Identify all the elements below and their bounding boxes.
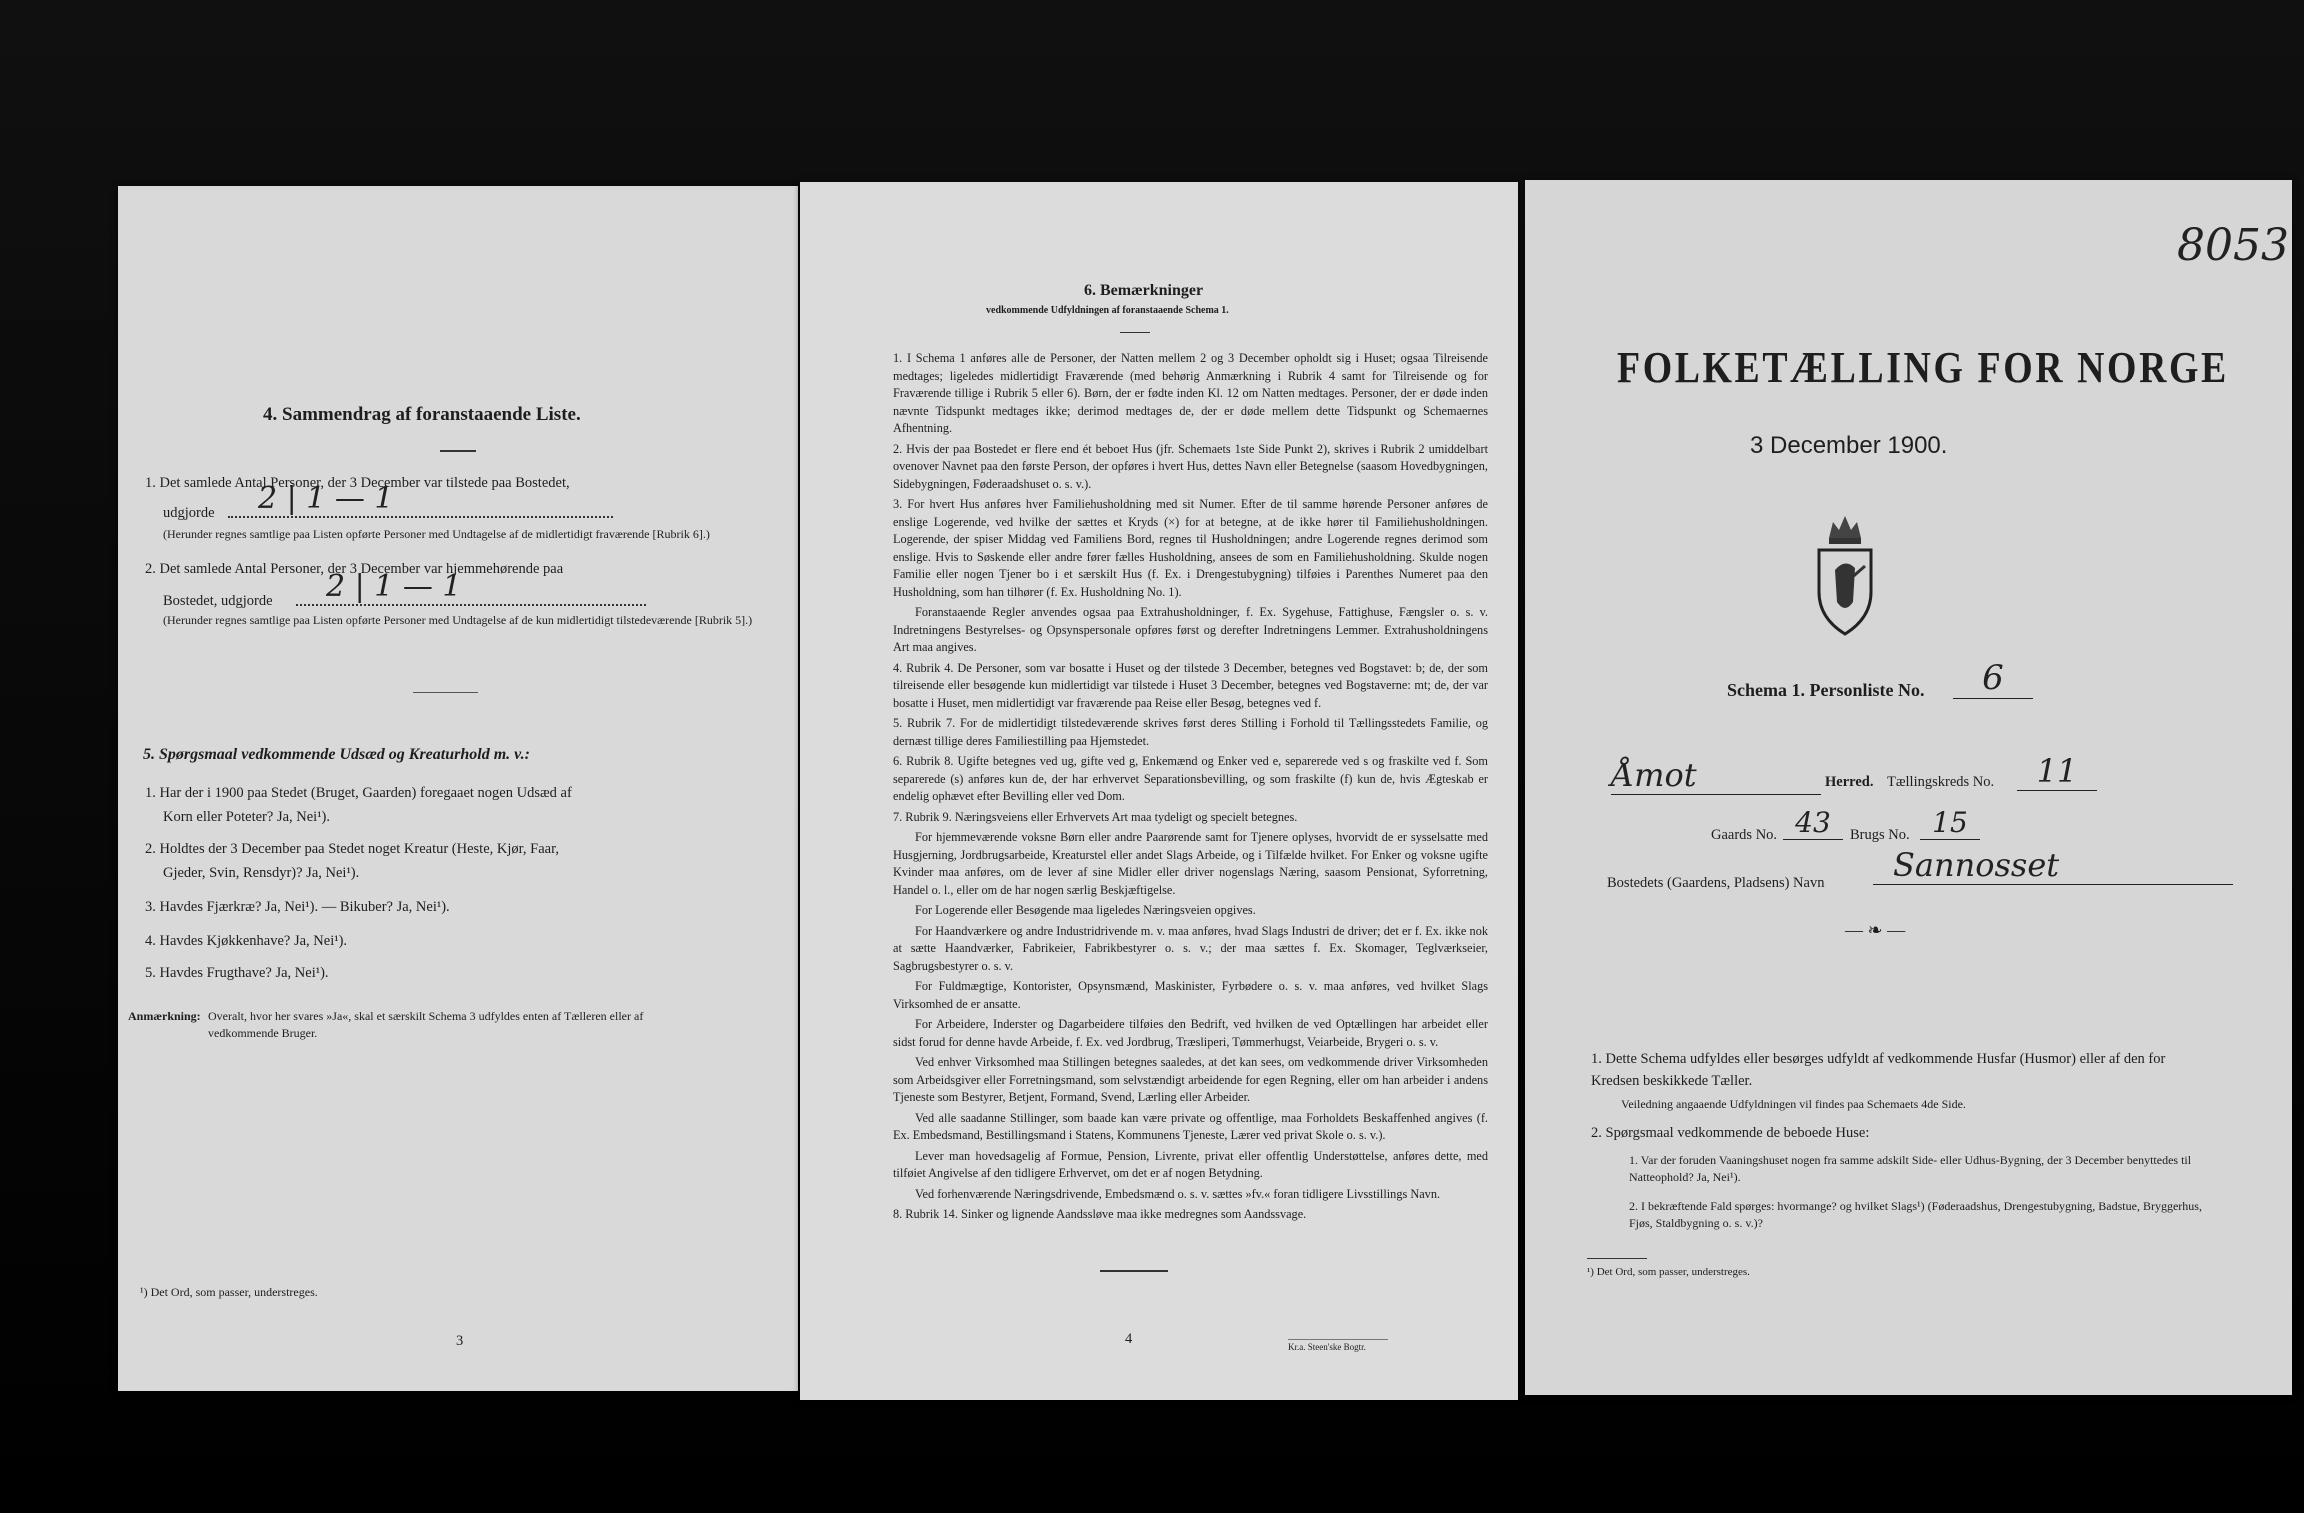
divider (1120, 332, 1150, 333)
remark-item: 8. Rubrik 14. Sinker og lignende Aandssløve maa ikke medregnes som Aandssvage. (893, 1207, 1307, 1221)
remark-item: 2. Hvis der paa Bostedet er flere end ét beboet Hus (jfr. Schemaets 1ste Side Punkt 2), skrives i Rubrik 2 umiddelbart ovenover Navnet paa den første Person, der opføres i hvert Hus, dettes Navn eller Betegnelse (saasom Hovedbygningen, Sidebygningen, Føderaadshuset o. s. v.). (893, 441, 1488, 491)
remark-item: Ved alle saadanne Stillinger, som baade kan være private og offentlige, maa Forholdets Beskaffenhed angives (f. Ex. Embedsmand, Bestillingsmand i Statens, Kommunens Tjeneste, Lærer ved privat Skole o. s. v.). (893, 1110, 1488, 1142)
q1-line-b: udgjorde (163, 505, 215, 521)
remark-label: Anmærkning: (128, 1009, 201, 1023)
remarks-list (893, 350, 1488, 1227)
divider (1288, 1339, 1388, 1340)
remarks-subtitle: vedkommende Udfyldningen af foranstaaende Schema 1. (986, 305, 1229, 316)
s5-q1-a: 1. Har der i 1900 paa Stedet (Bruget, Gaarden) foregaaet nogen Udsæd af (145, 785, 572, 801)
remark-item: 7. Rubrik 9. Næringsveiens eller Erhvervets Art maa tydeligt og specielt betegnes. (893, 809, 1298, 824)
remark-item: Lever man hovedsagelig af Formue, Pension, Livrente, privat eller offentlig Understøttelse, anføres dette, med tilføiet Angivelse af den tidligere Erhvervet, om det er af nogen Betydning. (893, 1148, 1488, 1180)
remark-item: For Haandværkere og andre Industridrivende m. v. maa anføres, hvad Slags Industri de driver; det er f. Ex. ikke nok at sætte Haandværker, Fabrikeier, Fabrikbestyrer o. s. v.; der maa sættes f. Ex. Skomager, Teglværkseier, Sagbrugsbestyrer o. s. v. (893, 923, 1488, 973)
bosted-name: Sannosset (1873, 846, 2233, 885)
instruction-1: 1. Dette Schema udfyldes eller besørges udfyldt af vedkommende Husfar (Husmor) eller af den for Kredsen beskikkede Tæller. (1591, 1051, 2166, 1089)
instruction-2-1: 1. Var der foruden Vaaningshuset nogen fra samme adskilt Side- eller Udhus-Bygning, der 3 December benyttedes til Natteophold? Ja, Nei¹). (1629, 1153, 2192, 1184)
remark-item: 6. Rubrik 8. Ugifte betegnes ved ug, gifte ved g, Enkemænd og Enker ved e, separerede ved s og fraskilte ved f. Som separerede (s) anføres kun de, der har erhvervet Separationsbevilling, og som fraskilte (f) kun de, hvis Ægteskab er endelig ophævet efter Bevilling eller ved Dom. (893, 754, 1488, 803)
kreds-number: 11 (2017, 752, 2097, 791)
remark-item: Foranstaaende Regler anvendes ogsaa paa Extrahusholdninger, f. Ex. Sygehuse, Fattighuse, Fængsler o. s. v. Indretningens Bestyrelses- og Opsynspersonale opføres først og derefter Indretningens Lemmer. Extrahusholdningens Art maa angives. (893, 605, 1488, 654)
page-3 (118, 186, 798, 1391)
personliste-number: 6 (1953, 658, 2033, 699)
remark-text: Overalt, hvor her svares »Ja«, skal et særskilt Schema 3 udfyldes enten af Tælleren eller af vedkommende Bruger. (208, 1009, 644, 1040)
cover-page (1525, 180, 2292, 1395)
remark-item: For Fuldmægtige, Kontorister, Opsynsmænd, Maskinister, Fyrbødere o. s. v. maa anføres, ved hvilket Slags Virksomhed de er ansatte. (893, 979, 1488, 1011)
document-date: 3 December 1900. (1750, 432, 1948, 459)
q1-line-a: 1. Det samlede Antal Personer, der 3 December var tilstede paa Bostedet, (145, 475, 570, 491)
bosted-label: Bostedets (Gaardens, Pladsens) Navn (1607, 875, 1825, 891)
archive-number: 8053 (2177, 220, 2289, 271)
schema-label: Schema 1. Personliste No. (1727, 680, 1925, 700)
remark-item: Ved enhver Virksomhed maa Stillingen betegnes saaledes, at det kan sees, om vedkommende driver Virksomheden som Arbeidsgiver eller Forretningsmand, som selvstændigt arbeidende for egen Regning, eller om han arbeider i andens Tjeneste som Bestyrer, Betjent, Formand, Svend, Lærling eller Arbeider. (893, 1055, 1488, 1104)
herred-name: Åmot (1611, 756, 1821, 795)
s5-q1-b: Korn eller Poteter? Ja, Nei¹). (163, 809, 331, 825)
divider (440, 450, 476, 452)
divider (1587, 1258, 1647, 1259)
q1-handwritten-count: 2 | 1 — 1 (228, 482, 613, 518)
page-number: 4 (1125, 1331, 1133, 1347)
divider (413, 692, 478, 693)
instruction-1-sub: Veiledning angaaende Udfyldningen vil findes paa Schemaets 4de Side. (1621, 1097, 1966, 1111)
instruction-2-2: 2. I bekræftende Fald spørges: hvormange? og hvilket Slags¹) (Føderaadshus, Drengestubygning, Badstue, Bryggerhus, Fjøs, Staldbygning o. s. v.)? (1629, 1199, 2202, 1230)
s5-q2-a: 2. Holdtes der 3 December paa Stedet noget Kreatur (Heste, Kjør, Faar, (145, 841, 559, 857)
remark-item: For hjemmeværende voksne Børn eller andre Paarørende samt for Tjenere oplyses, hvorvidt de er sysselsatte med Husgjerning, Jordbrugsarbeide, Kreaturstel eller andet Slags Arbeide, og i Tilfælde hvilket. For Enker og voksne ugifte Kvinder maa anføres, om de lever af sine Midler eller driver nogenslags Næring, saasom Pensionat, Syforretning, Handel o. l., eller om de har nogen særlig Beskjæftigelse. (893, 830, 1488, 897)
remark-item: Ved forhenværende Næringsdrivende, Embedsmænd o. s. v. sættes »fv.« foran tidligere Livsstillings Navn. (915, 1186, 1441, 1201)
q2-note: (Herunder regnes samtlige paa Listen opførte Personer med Undtagelse af de kun midlertidigt tilstedeværende [Rubrik 5].) (163, 613, 753, 627)
s5-q2-b: Gjeder, Svin, Rensdyr)? Ja, Nei¹). (163, 865, 360, 881)
brugs-number: 15 (1920, 806, 1980, 840)
q2-handwritten-count: 2 | 1 — 1 (296, 570, 646, 606)
brugs-label: Brugs No. (1850, 827, 1910, 843)
kreds-label: Tællingskreds No. (1887, 774, 1995, 790)
remark-item: 5. Rubrik 7. For de midlertidigt tilstedeværende skrives først deres Stilling i Forhold til Tællingsstedets Familie, og dernæst tillige deres Familiestilling paa Hjemstedet. (893, 716, 1488, 748)
s5-q3: 3. Havdes Fjærkræ? Ja, Nei¹). — Bikuber? Ja, Nei¹). (145, 899, 450, 915)
footnote: ¹) Det Ord, som passer, understreges. (1587, 1266, 1750, 1278)
gaards-number: 43 (1783, 806, 1843, 840)
divider (1100, 1270, 1168, 1272)
remark-item: For Logerende eller Besøgende maa ligeledes Næringsveien opgives. (915, 903, 1256, 917)
remark-item: 4. Rubrik 4. De Personer, som var bosatte i Huset og der tilstede 3 December, betegnes ved Bogstavet: b; de, der som tilreisende eller besøgende kun midlertidigt var tilstede i Huset 3 December, betegnes ved Bogstaverne: mt; de, der var bosatte i Huset, men midlertidigt var fraværende paa Reise eller Besøg, betegnes ved f. (893, 660, 1488, 710)
remark-item: For Arbeidere, Inderster og Dagarbeidere tilføies den Bedrift, ved hvilken de ved Optællingen har arbeidet eller sidst forud for denne havde Arbeide, f. Ex. ved Jordbrug, Træsliperi, Tømmerhugst, Veiarbeide, Brygeri o. s. v. (893, 1017, 1488, 1049)
coat-of-arms-icon (1805, 510, 1885, 636)
page-4 (800, 182, 1518, 1400)
document-title: FOLKETÆLLING FOR NORGE (1617, 343, 2229, 392)
remark-item: 1. I Schema 1 anføres alle de Personer, der Natten mellem 2 og 3 December opholdt sig i Huset; ogsaa Tilreisende medtages; ligeledes midlertidigt Fraværende (med behørig Anmærkning i Rubrik 4 samt for Tilreisende og for Fraværende tillige i Rubrik 5 eller 6). Børn, der er fødte inden Kl. 12 om Natten medtages. Personer, der er døde inden nævnte Tidspunkt medtages ikke; derimod medtages de, der er døde mellem dette Tidspunkt og Schemaernes Afhentning. (893, 351, 1488, 435)
herred-label: Herred. (1825, 774, 1874, 790)
footnote: ¹) Det Ord, som passer, understreges. (140, 1285, 318, 1299)
s5-q5: 5. Havdes Frugthave? Ja, Nei¹). (145, 965, 329, 981)
ornament-icon: — ❧ — (1845, 920, 1906, 940)
instruction-2: 2. Spørgsmaal vedkommende de beboede Huse: (1591, 1125, 1870, 1141)
remarks-title: 6. Bemærkninger (1084, 282, 1204, 299)
gaards-label: Gaards No. (1711, 827, 1778, 843)
section-4-title: 4. Sammendrag af foranstaaende Liste. (263, 404, 581, 425)
page-number: 3 (456, 1333, 464, 1349)
q2-line-a: 2. Det samlede Antal Personer, der 3 December var hjemmehørende paa (145, 561, 564, 577)
printer-mark: Kr.a. Steen'ske Bogtr. (1288, 1342, 1366, 1352)
s5-q4: 4. Havdes Kjøkkenhave? Ja, Nei¹). (145, 933, 348, 949)
q2-line-b: Bostedet, udgjorde (163, 593, 273, 609)
remark-item: 3. For hvert Hus anføres hver Familiehusholdning med sit Numer. Efter de til samme hørende Personer anføres de enslige Logerende, ved hvilke der sættes et Kryds (×) for at betegne, at de ikke hører til Familiehusholdningen. Logerende, der spiser Middag ved Familiens Bord, regnes til Husholdningen; andre Logerende regnes derimod som enslige. Hvis to Søskende eller andre fører fælles Husholdning, ansees de som en Familiehusholdning. Skulde nogen Familie eller nogen Tjener bo i et særskilt Hus (f. Ex. i Drengestubygning) tilføies i Parenthes Numeret paa den Husholdning, som han tilhører (f. Ex. Husholdning No. 1). (893, 497, 1488, 599)
q1-note: (Herunder regnes samtlige paa Listen opførte Personer med Undtagelse af de midlertidigt fraværende [Rubrik 6].) (163, 527, 710, 541)
section-5-title: 5. Spørgsmaal vedkommende Udsæd og Kreaturhold m. v.: (143, 746, 530, 763)
